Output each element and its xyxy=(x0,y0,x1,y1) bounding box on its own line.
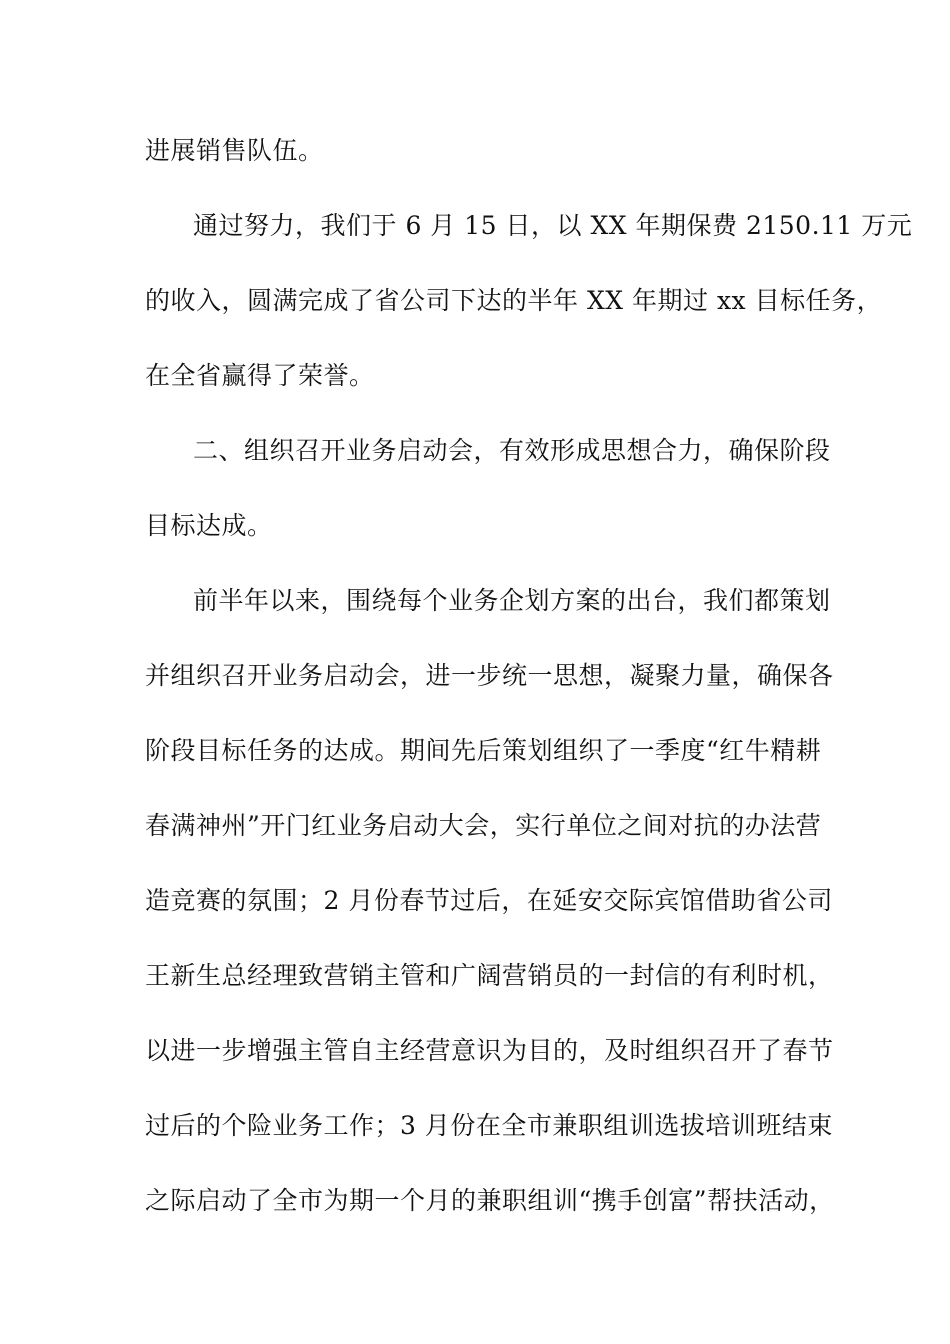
text-line: 通过努力，我们于 6 月 15 日，以 XX 年期保费 2150.11 万元 xyxy=(193,211,913,240)
text-line: 王新生总经理致营销主管和广阔营销员的一封信的有利时机， xyxy=(145,961,834,990)
section-heading: 二、组织召开业务启动会，有效形成思想合力，确保阶段 xyxy=(193,436,831,465)
text-line: 过后的个险业务工作；3 月份在全市兼职组训选拔培训班结束 xyxy=(145,1111,833,1140)
text-line: 在全省赢得了荣誉。 xyxy=(145,361,375,390)
text-line: 进展销售队伍。 xyxy=(145,136,324,165)
text-line: 造竞赛的氛围；2 月份春节过后，在延安交际宾馆借助省公司 xyxy=(145,886,833,915)
section-heading: 目标达成。 xyxy=(145,511,273,540)
text-line: 之际启动了全市为期一个月的兼职组训“携手创富”帮扶活动， xyxy=(145,1186,835,1215)
text-line: 阶段目标任务的达成。期间先后策划组织了一季度“红牛精耕 xyxy=(145,736,822,765)
text-line: 春满神州”开门红业务启动大会，实行单位之间对抗的办法营 xyxy=(145,811,822,840)
text-line: 以进一步增强主管自主经营意识为目的，及时组织召开了春节 xyxy=(145,1036,834,1065)
text-line: 的收入，圆满完成了省公司下达的半年 XX 年期过 xx 目标任务， xyxy=(145,286,883,315)
text-line: 并组织召开业务启动会，进一步统一思想，凝聚力量，确保各 xyxy=(145,661,834,690)
text-line: 前半年以来，围绕每个业务企划方案的出台，我们都策划 xyxy=(193,586,831,615)
